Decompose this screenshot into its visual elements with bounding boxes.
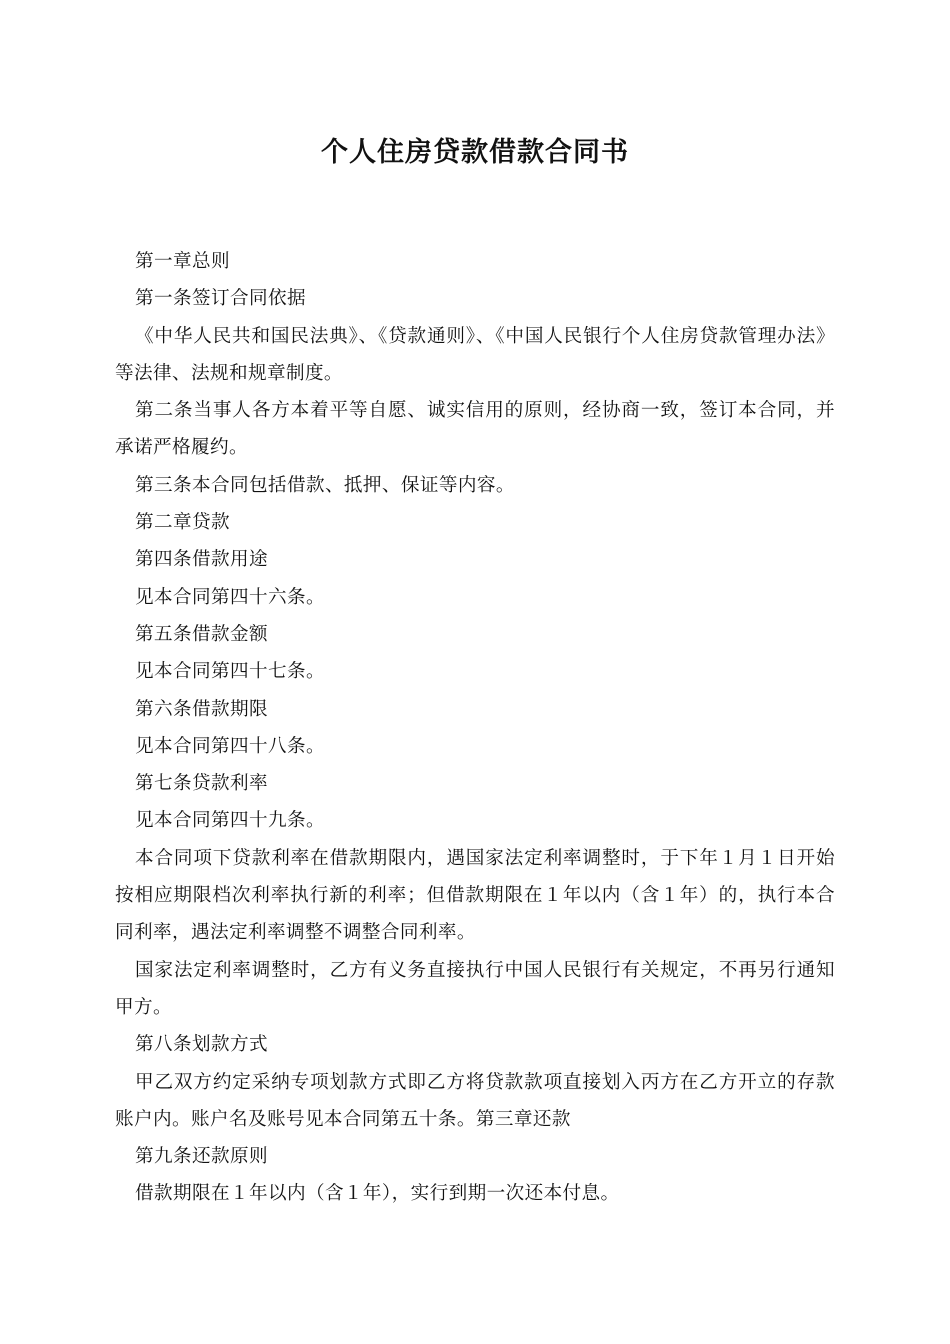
article-4-text: 见本合同第四十六条。 [135,586,325,608]
document-title: 个人住房贷款借款合同书 [321,137,629,168]
article-1-heading: 第一条签订合同依据 [135,288,306,310]
article-3-text: 第三条本合同包括借款、抵押、保证等内容。 [135,474,515,496]
article-7-text: 见本合同第四十九条。 [135,810,325,832]
chapter-2-heading: 第二章贷款 [135,512,230,534]
article-8-heading: 第八条划款方式 [135,1034,268,1056]
article-8-text: 甲乙双方约定采纳专项划款方式即乙方将贷款款项直接划入丙方在乙方开立的存款账户内。账户名及账号见本合同第五十条。第三章还款 [115,1071,835,1130]
article-2-text: 第二条当事人各方本着平等自愿、诚实信用的原则，经协商一致，签订本合同，并承诺严格履约。 [115,400,835,459]
article-1-text: 《中华人民共和国民法典》、《贷款通则》、《中国人民银行个人住房贷款管理办法》等法律、法规和规章制度。 [115,325,835,384]
document-body [115,243,835,1213]
article-9-text: 借款期限在１年以内（含１年），实行到期一次还本付息。 [135,1183,620,1205]
article-4-heading: 第四条借款用途 [135,549,268,571]
article-9-heading: 第九条还款原则 [135,1146,268,1168]
article-7-rate-adjustment: 本合同项下贷款利率在借款期限内，遇国家法定利率调整时，于下年１月１日开始按相应期限档次利率执行新的利率；但借款期限在１年以内（含１年）的，执行本合同利率，遇法定利率调整不调整合同利率。 [115,847,835,944]
article-6-text: 见本合同第四十八条。 [135,735,325,757]
article-5-heading: 第五条借款金额 [135,623,268,645]
article-7-notice: 国家法定利率调整时，乙方有义务直接执行中国人民银行有关规定，不再另行通知甲方。 [115,959,835,1018]
article-5-text: 见本合同第四十七条。 [135,661,325,683]
article-6-heading: 第六条借款期限 [135,698,268,720]
article-7-heading: 第七条贷款利率 [135,773,268,795]
chapter-1-heading: 第一章总则 [135,251,230,272]
